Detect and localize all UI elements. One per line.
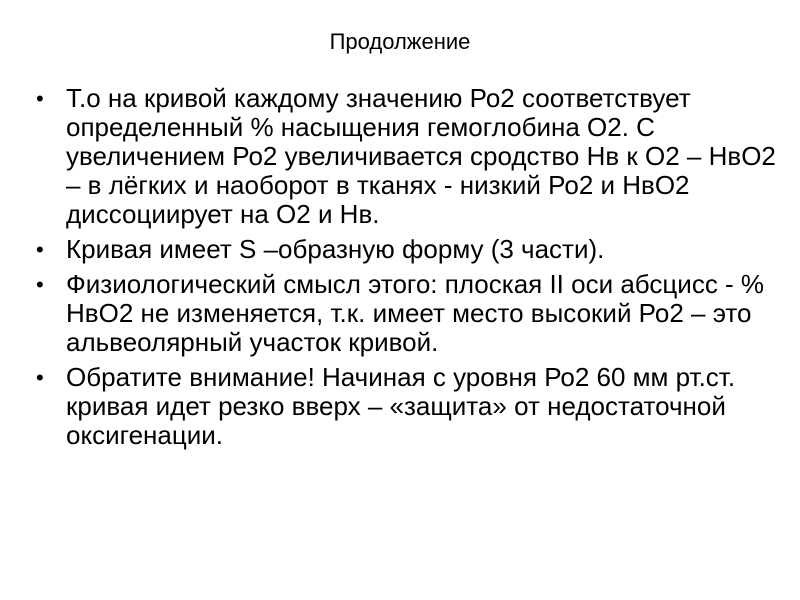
- bullet-dot-icon: •: [36, 365, 44, 390]
- bullet-text: Кривая имеет S –образную форму (3 части).: [66, 234, 605, 264]
- slide-title: Продолжение: [329, 29, 471, 54]
- bullet-item: [36, 84, 776, 229]
- bullet-list: [36, 84, 776, 456]
- bullet-item: [36, 235, 776, 264]
- bullet-item: [36, 270, 776, 357]
- bullet-text: Физиологический смысл этого: плоская II оси абсцисс - % НвО2 не изменяется, т.к. имеет место высокий Ро2 – это альвеолярный участок кривой.: [66, 269, 765, 357]
- bullet-item: [36, 363, 776, 450]
- bullet-dot-icon: •: [36, 237, 44, 262]
- bullet-dot-icon: •: [36, 86, 44, 111]
- bullet-text: Т.о на кривой каждому значению Ро2 соответствует определенный % насыщения гемоглобина О2. С увеличением Ро2 увеличивается сродство Нв к О2 – НвО2 – в лёгких и наоборот в тканях - низкий Ро2 и НвО2 диссоциирует на О2 и Нв.: [66, 83, 776, 229]
- bullet-text: Обратите внимание! Начиная с уровня Ро2 60 мм рт.ст. кривая идет резко вверх – «защита» от недостаточной оксигенации.: [66, 362, 736, 450]
- bullet-dot-icon: •: [36, 272, 44, 297]
